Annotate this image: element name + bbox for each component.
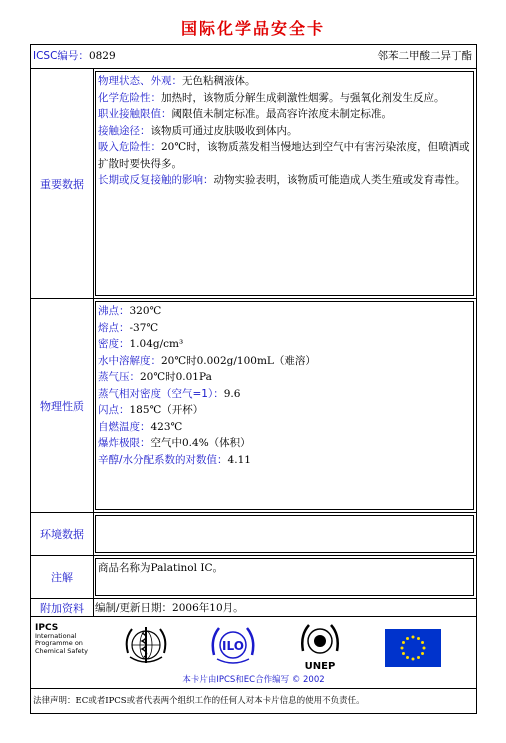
- physical-prop-value: 20℃时0.01Pa: [140, 371, 212, 383]
- logos-row: [31, 617, 476, 689]
- header-row: [31, 45, 476, 69]
- eu-star-icon: [412, 658, 415, 661]
- environment-row: [31, 513, 476, 556]
- eu-star-icon: [402, 641, 405, 644]
- chemical-name: 邻苯二甲酸二异丁酯: [377, 50, 472, 62]
- physical-prop-item: [98, 369, 471, 386]
- physical-prop-value: 20℃时0.002g/100mL（难溶）: [161, 354, 316, 367]
- ilo-emblem-icon: [209, 623, 257, 669]
- physical-prop-value: 320℃: [129, 305, 162, 317]
- physical-prop-key: 蒸气相对密度（空气=1）：: [98, 387, 224, 400]
- physical-prop-item: [98, 435, 471, 452]
- physical-prop-key: 水中溶解度：: [98, 354, 161, 367]
- physical-prop-key: 爆炸极限：: [98, 437, 151, 449]
- important-data-label: 重要数据: [31, 69, 94, 298]
- eu-star-icon: [421, 641, 424, 644]
- eu-star-icon: [406, 637, 409, 640]
- important-data-value: 动物实验表明，该物质可能造成人类生殖或发育毒性。: [213, 174, 466, 186]
- important-data-value: 该物质可通过皮肤吸收到体内。: [150, 124, 298, 137]
- physical-prop-item: [98, 419, 471, 436]
- important-data-value: 阈限值未制定标准。最高容许浓度未制定标准。: [171, 108, 392, 120]
- important-data-value: 无色粘稠液体。: [182, 75, 256, 87]
- important-data-value: 20℃时，该物质蒸发相当慢地达到空气中有害污染浓度，但喷洒或扩散时要快得多。: [98, 141, 470, 170]
- eu-star-icon: [421, 652, 424, 655]
- physical-prop-value: 空气中0.4%（体积）: [150, 437, 251, 449]
- additional-row: [31, 599, 476, 617]
- notes-content: 商品名称为Palatinol IC。: [95, 558, 474, 596]
- physical-prop-value: 185℃（开杯）: [129, 404, 204, 416]
- additional-content: 编制/更新日期：2006年10月。: [95, 602, 244, 614]
- important-data-value: 加热时，该物质分解生成刺激性烟雾。与强氧化剂发生反应。: [161, 91, 445, 104]
- physical-prop-value: 9.6: [223, 387, 241, 400]
- physical-prop-key: 自燃温度：: [98, 420, 151, 433]
- physical-prop-item: [98, 353, 471, 370]
- physical-prop-key: 沸点：: [98, 305, 130, 317]
- svg-text:ILO: ILO: [222, 639, 244, 653]
- physical-prop-key: 辛醇/水分配系数的对数值：: [98, 453, 228, 466]
- important-data-key: 长期或反复接触的影响：: [98, 174, 214, 186]
- important-data-item: [98, 172, 471, 189]
- physical-prop-value: 1.04g/cm³: [129, 338, 184, 350]
- legal-notice: 法律声明：EC或者IPCS或者代表两个组织工作的任何人对本卡片信息的使用不负责任。: [33, 696, 365, 706]
- important-data-item: [98, 73, 471, 90]
- environment-content: [95, 515, 474, 553]
- eu-star-icon: [402, 652, 405, 655]
- eu-star-icon: [401, 647, 404, 650]
- unep-label: UNEP: [304, 661, 336, 672]
- physical-prop-item: [98, 452, 471, 469]
- physical-prop-value: 423℃: [150, 420, 183, 433]
- important-data-key: 物理状态、外观：: [98, 75, 182, 87]
- physical-prop-value: -37℃: [129, 321, 159, 334]
- eu-star-icon: [412, 636, 415, 639]
- physical-prop-value: 4.11: [227, 453, 251, 466]
- physical-props-content: [95, 301, 474, 510]
- notes-row: [31, 556, 476, 599]
- physical-prop-key: 熔点：: [98, 321, 130, 334]
- physical-prop-item: [98, 336, 471, 353]
- physical-prop-item: [98, 386, 471, 403]
- important-data-key: 化学危险性：: [98, 91, 161, 104]
- eu-star-icon: [417, 637, 420, 640]
- physical-prop-key: 闪点：: [98, 404, 130, 416]
- card-title: 国际化学品安全卡: [180, 19, 325, 38]
- important-data-key: 接触途径：: [98, 124, 151, 137]
- eu-star-icon: [423, 647, 426, 650]
- important-data-key: 吸入危险性：: [98, 141, 161, 153]
- physical-prop-key: 蒸气压：: [98, 371, 140, 383]
- physical-prop-key: 密度：: [98, 338, 130, 350]
- eu-star-icon: [417, 656, 420, 659]
- card-credit: 本卡片由IPCS和EC合作编写 © 2002: [182, 675, 325, 685]
- physical-prop-item: [98, 303, 471, 320]
- important-data-item: [98, 106, 471, 123]
- important-data-item: [98, 123, 471, 140]
- physical-props-label: 物理性质: [31, 299, 94, 512]
- ipcs-logo: IPCS International Programme on Chemical Safety: [35, 623, 89, 655]
- safety-card: [30, 44, 477, 714]
- important-data-content: [95, 71, 474, 296]
- physical-prop-item: [98, 320, 471, 337]
- important-data-item: [98, 139, 471, 172]
- icsc-number: ICSC编号：0829: [33, 50, 116, 62]
- legal-row: [31, 689, 476, 713]
- physical-prop-item: [98, 402, 471, 419]
- eu-flag-icon: [385, 629, 441, 667]
- important-data-row: [31, 69, 476, 299]
- eu-star-icon: [406, 656, 409, 659]
- physical-props-row: [31, 299, 476, 513]
- important-data-item: [98, 90, 471, 107]
- unep-emblem-icon: [299, 621, 341, 663]
- who-emblem-icon: [122, 623, 170, 669]
- notes-label: 注解: [31, 556, 94, 598]
- additional-label: 附加资料: [31, 599, 94, 616]
- environment-label: 环境数据: [31, 513, 94, 555]
- important-data-key: 职业接触限值：: [98, 108, 172, 120]
